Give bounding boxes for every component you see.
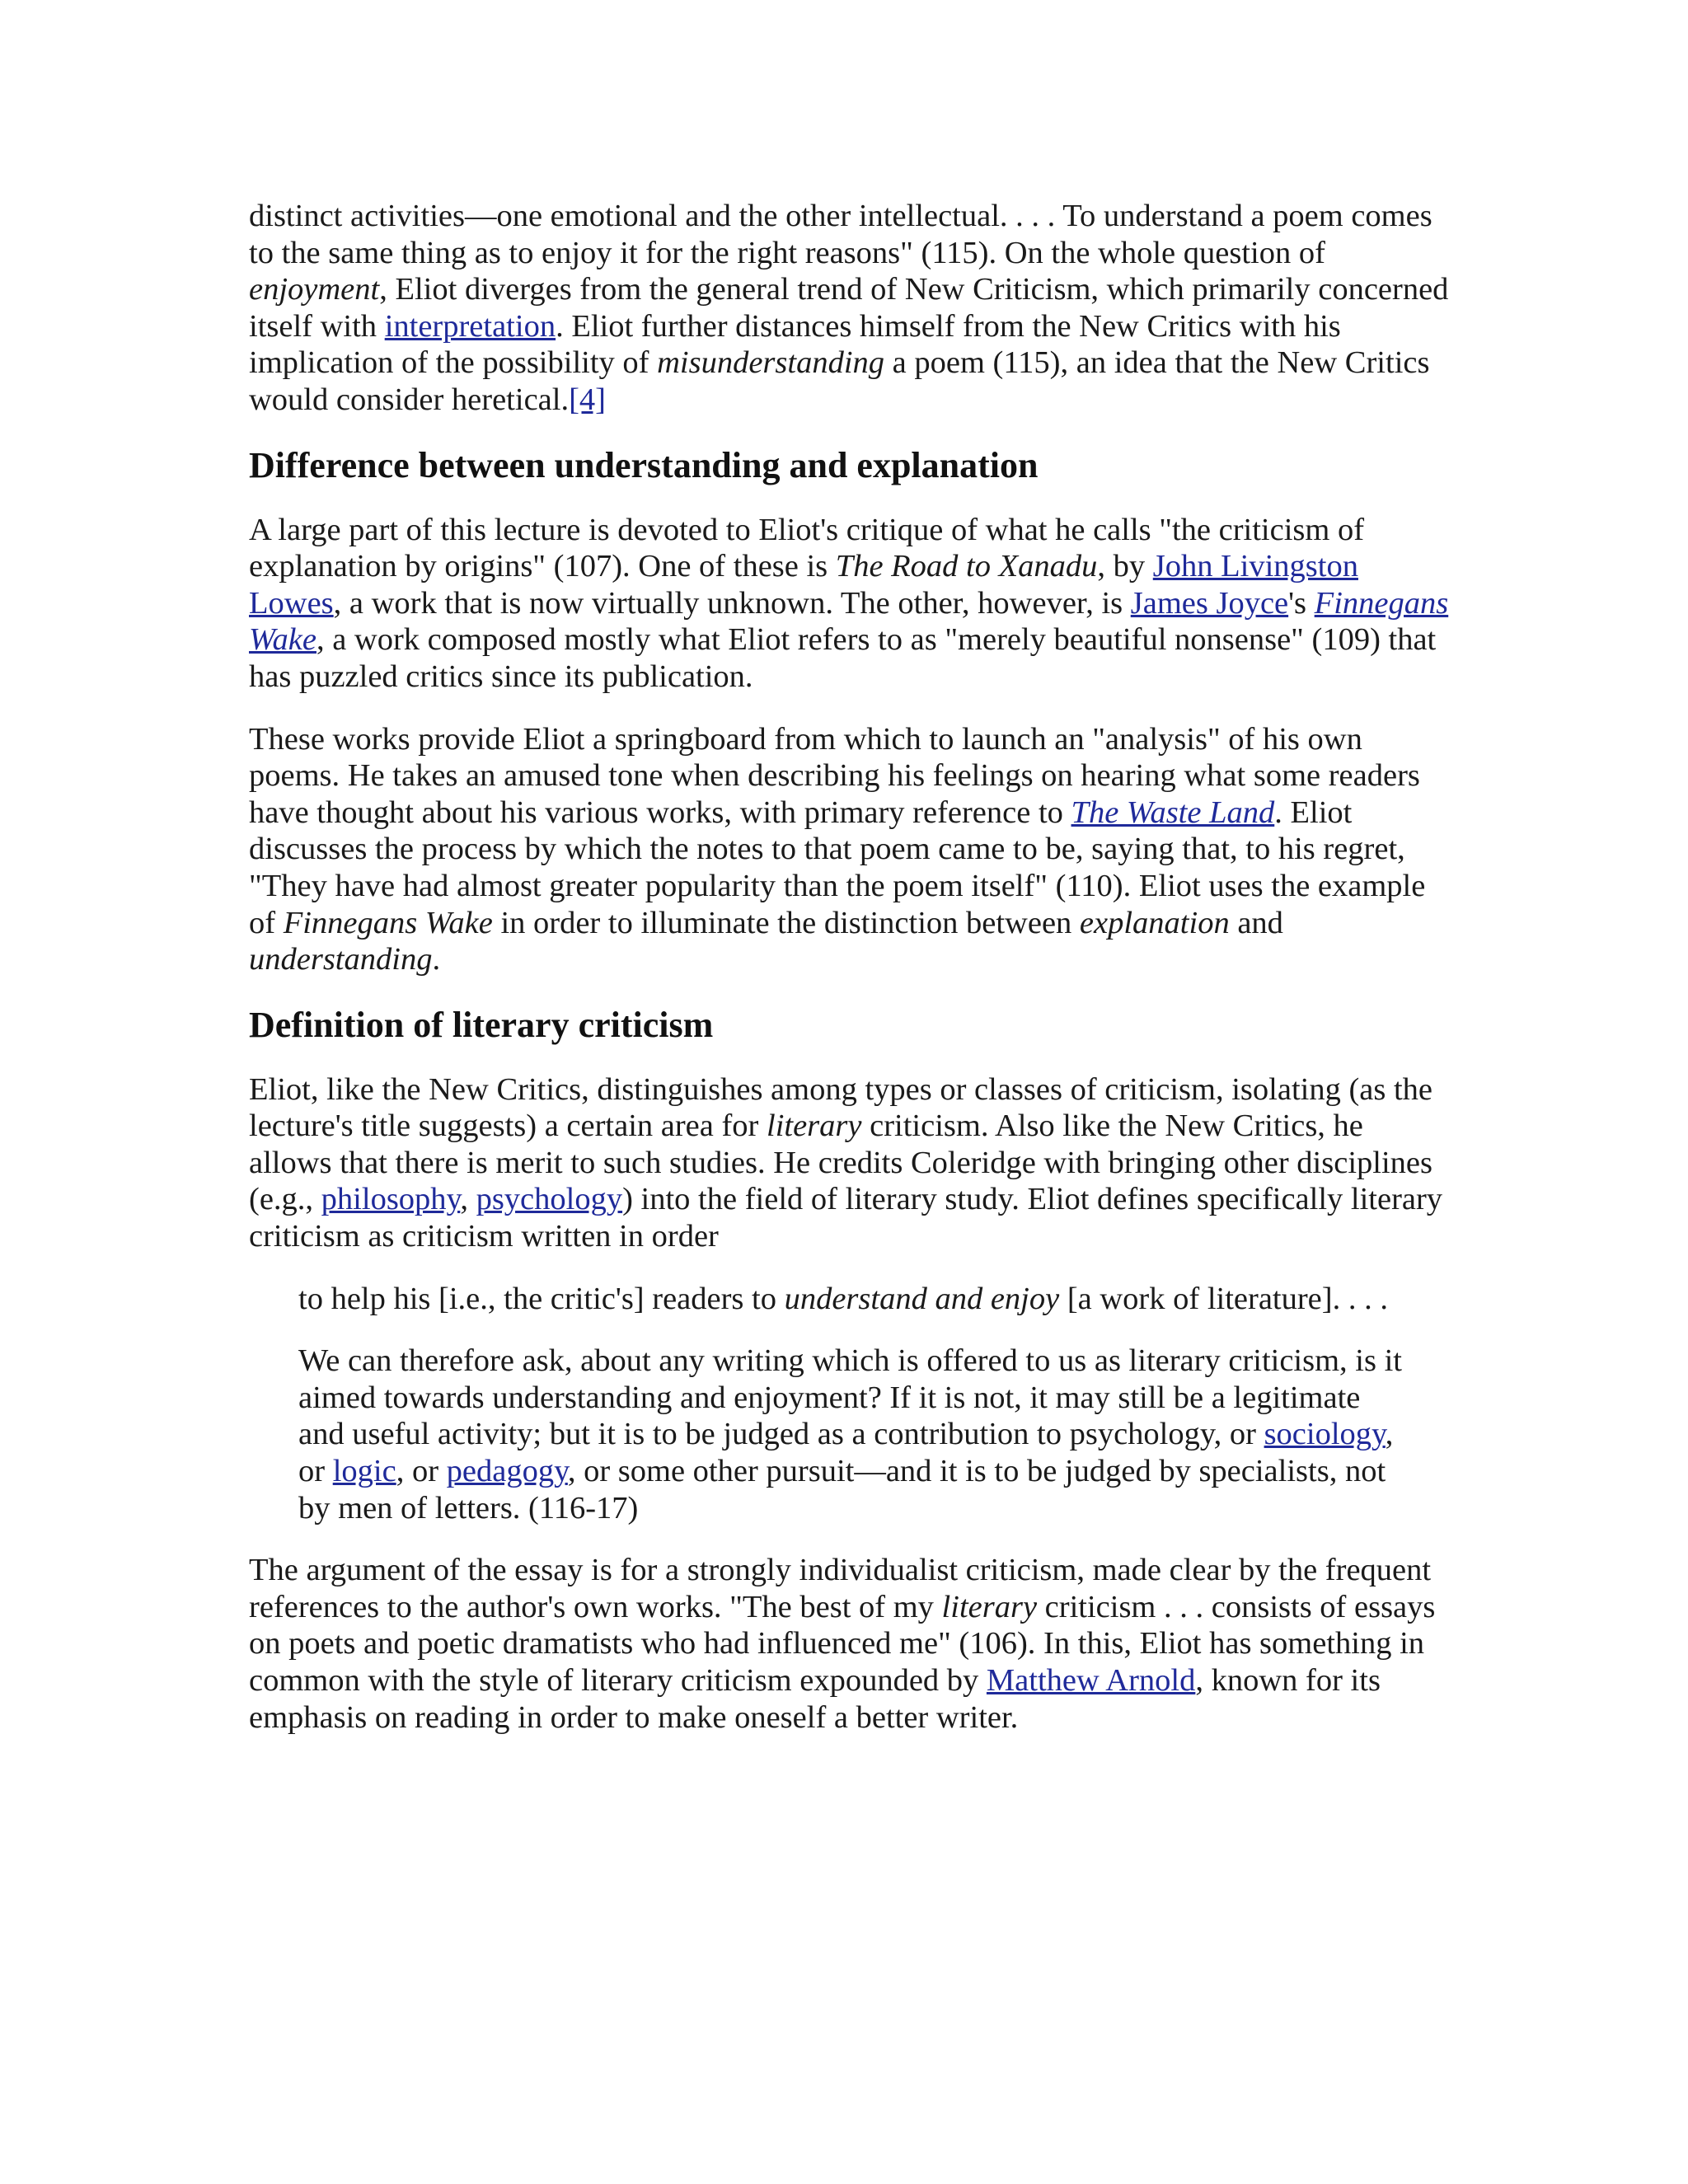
text-run: , or some other pursuit—and it is to be judged by specialists, not by men of letters. (116-17) [298, 1454, 1386, 1526]
paragraph-springboard [249, 721, 1452, 978]
section-heading-definition: Definition of literary criticism [249, 1004, 714, 1045]
block-quotation [298, 1281, 1403, 1527]
link-logic[interactable]: logic [332, 1454, 396, 1489]
text-run: , a work composed mostly what Eliot refers to as "merely beautiful nonsense" (109) that has puzzled critics since its publication. [249, 622, 1437, 694]
paragraph-enjoyment [249, 198, 1452, 419]
footnote-link[interactable]: [4] [569, 382, 606, 417]
italic-title: The Road to Xanadu [835, 549, 1098, 584]
text-run: in order to illuminate the distinction between [492, 905, 1080, 940]
italic-term: misunderstanding [657, 345, 885, 381]
link-pedagogy[interactable]: pedagogy [446, 1454, 568, 1489]
text-run: Eliot, like the New Critics, distinguishes among types or classes of criticism, isolating (as the lecture's title suggests) a certain area for [249, 1071, 1433, 1144]
text-run: , [460, 1182, 476, 1217]
text-run: , by [1097, 549, 1153, 584]
text-run: A large part of this lecture is devoted to Eliot's critique of what he calls "the criticism of explanation by origins" (107). One of these is [249, 512, 1365, 584]
text-run: , or [396, 1454, 447, 1489]
text-run: . [432, 942, 441, 977]
italic-term: literary [767, 1108, 862, 1144]
text-run: . Eliot further distances himself from the New Critics with his implication of the possibility of [249, 308, 1341, 381]
text-run: 's [1288, 585, 1315, 621]
italic-title: Finnegans Wake [249, 585, 1449, 658]
link-sociology[interactable]: sociology [1264, 1417, 1386, 1452]
italic-term: explanation [1079, 905, 1230, 940]
link-james-joyce[interactable]: James Joyce [1130, 585, 1289, 621]
text-run: , Eliot diverges from the general trend of New Criticism, which primarily concerned itself with [249, 272, 1449, 344]
paragraph-definition [249, 1071, 1452, 1255]
text-run: to help his [i.e., the critic's] readers to [298, 1281, 785, 1316]
text-run: . Eliot discusses the process by which the notes to that poem came to be, saying that, to his regret, "They have had almost greater popularity than the poem itself" (110). Eliot uses the example of [249, 794, 1426, 940]
text-run: a poem (115), an idea that the New Critics would consider heretical. [249, 345, 1430, 417]
link-john-livingston-lowes[interactable]: John Livingston Lowes [249, 549, 1358, 621]
link-psychology[interactable]: psychology [476, 1182, 623, 1217]
quote-paragraph-help-readers [298, 1281, 1403, 1318]
section-heading-understanding: Difference between understanding and explanation [249, 444, 1039, 485]
paragraph-individualist-criticism [249, 1552, 1452, 1736]
text-run: , a work that is now virtually unknown. The other, however, is [333, 585, 1131, 621]
text-run: The argument of the essay is for a strongly individualist criticism, made clear by the frequent references to the author's own works. "The best of my [249, 1553, 1432, 1624]
italic-term: understanding [249, 942, 433, 977]
link-matthew-arnold[interactable]: Matthew Arnold [986, 1663, 1196, 1698]
text-run: and [1229, 905, 1283, 940]
text-run: These works provide Eliot a springboard from which to launch an "analysis" of his own poems. He takes an amused tone when describing his feelings on hearing what some readers have thought about his various works, with primary reference to [249, 721, 1420, 830]
text-run: We can therefore ask, about any writing which is offered to us as literary criticism, is it aimed towards understanding and enjoyment? If it is not, it may still be a legitimate and useful activity; but it is to be judged as a contribution to psychology, or [298, 1343, 1403, 1452]
link-interpretation[interactable]: interpretation [384, 308, 556, 344]
link-philosophy[interactable]: philosophy [321, 1182, 461, 1217]
italic-term: literary [941, 1589, 1038, 1624]
document-page [249, 198, 1452, 1761]
paragraph-explanation-by-origins [249, 512, 1452, 696]
text-run: criticism . . . consists of essays on poets and poetic dramatists who had influenced me" (106). In this, Eliot has something in common with the style of literary criticism expounded by [249, 1589, 1436, 1698]
italic-term: enjoyment [249, 272, 380, 307]
text-run: , known for its emphasis on reading in order to make oneself a better writer. [249, 1663, 1381, 1735]
italic-title: The Waste Land [1071, 794, 1275, 830]
link-the-waste-land[interactable] [1071, 795, 1275, 830]
text-run: [a work of literature]. . . . [1059, 1281, 1388, 1316]
text-run: criticism. Also like the New Critics, he allows that there is merit to such studies. He credits Coleridge with bringing other disciplines (e.g., [249, 1108, 1432, 1217]
text-run: distinct activities—one emotional and the other intellectual. . . . To understand a poem comes to the same thing as to enjoy it for the right reasons" (115). On the whole question of [249, 199, 1432, 270]
italic-title: Finnegans Wake [283, 905, 493, 940]
text-run: ) into the field of literary study. Eliot defines specifically literary criticism as criticism written in order [249, 1182, 1443, 1254]
italic-term: understand and enjoy [784, 1281, 1060, 1316]
quote-paragraph-ask [298, 1343, 1403, 1526]
text-run: , or [298, 1417, 1394, 1489]
